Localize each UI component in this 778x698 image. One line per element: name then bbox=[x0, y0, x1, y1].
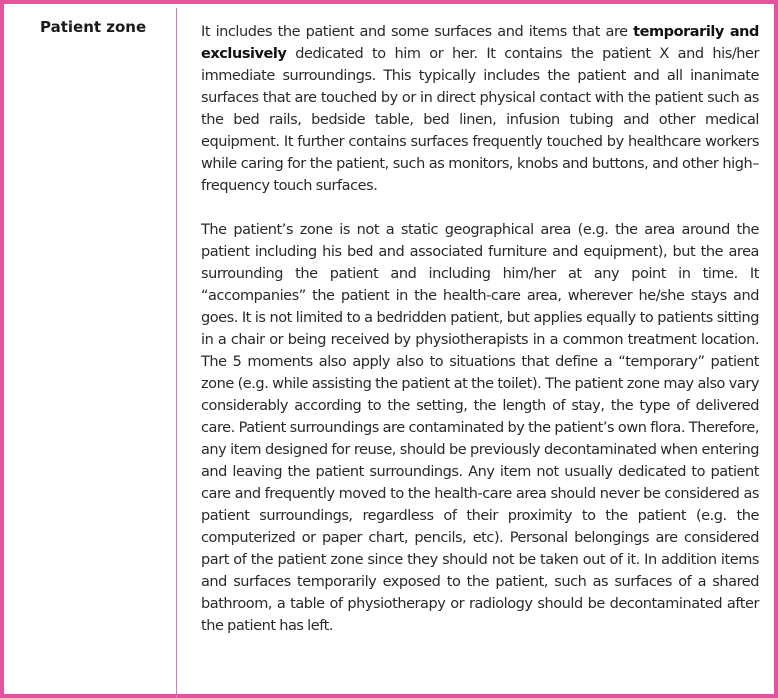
definition-paragraph-1 bbox=[201, 21, 759, 197]
paragraph-1-emphasis: temporarily and exclusively bbox=[201, 24, 759, 62]
term-label: Patient zone bbox=[40, 18, 147, 36]
paragraph-1-lead: It includes the patient and some surfaces and items that are bbox=[201, 24, 634, 40]
definition-text bbox=[201, 21, 759, 637]
definition-paragraph-2: The patient’s zone is not a static geographical area (e.g. the area around the patient including his bed and associated furniture and equipment), but the area surrounding the patient and including him/her at any point in time. It “accompanies” the patient in the health-care area, wherever he/she stays and goes. It is not limited to a bedridden patient, but applies equally to patients sitting in a chair or being received by physiotherapists in a common treatment location. The 5 moments also apply also to situations that define a “temporary” patient zone (e.g. while assisting the patient at the toilet). The patient zone may also vary considerably according to the setting, the length of stay, the type of delivered care. Patient surroundings are contaminated by the patient’s own flora. Therefore, any item designed for reuse, should be previously decontaminated when entering and leaving the patient surroundings. Any item not usually dedicated to patient care and frequently moved to the health-care area should never be considered as patient surroundings, regardless of their proximity to the patient (e.g. the computerized or paper chart, pencils, etc). Personal belongings are considered part of the patient zone since they should not be taken out of it. In addition items and surfaces temporarily exposed to the patient, such as surfaces of a shared bathroom, a table of physiotherapy or radiology should be decontaminated after the patient has left. bbox=[201, 222, 759, 634]
column-divider bbox=[176, 8, 177, 698]
paragraph-1-rest: dedicated to him or her. It contains the patient X and his/her immediate surroundings. This typically includes the patient and all inanimate surfaces that are touched by or in direct physical contact with the patient such as the bed rails, bedside table, bed linen, infusion tubing and other medical equipment. It further contains surfaces frequently touched by healthcare workers while caring for the patient, such as monitors, knobs and buttons, and other high–frequency touch surfaces. bbox=[201, 46, 759, 194]
